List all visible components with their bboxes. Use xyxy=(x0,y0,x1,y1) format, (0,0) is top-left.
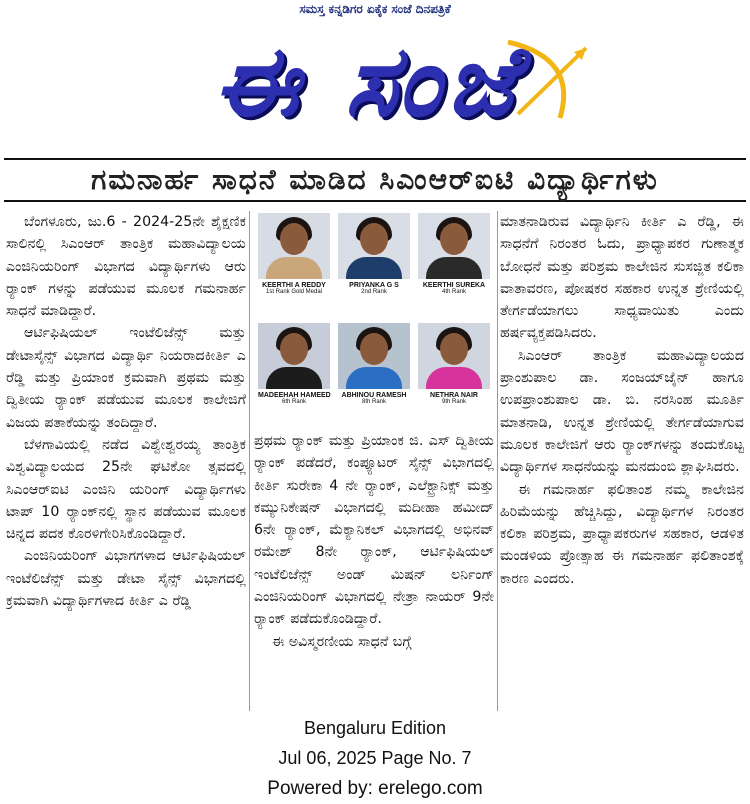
column-divider xyxy=(497,211,498,711)
paragraph: ಬೆಂಗಳೂರು, ಜು.6 - 2024-25ನೇ ಶೈಕ್ಷಣಿಕ ಸಾಲಿನಲ್ಲಿ ಸಿಎಂಆರ್ ತಾಂತ್ರಿಕ ಮಹಾವಿದ್ಯಾಲಯ ಎಂಜಿನಿಯರಿಂಗ್ ವಿಭಾಗದ ವಿದ್ಯಾರ್ಥಿಗಳು ಆರು ರ್‍ಯಾಂಕ್ ಗಳನ್ನು ಪಡೆಯುವ ಮೂಲಕ ಗಮನಾರ್ಹ ಸಾಧನೆ ಮಾಡಿದ್ದಾರೆ. xyxy=(6,214,246,320)
student-rank: 8th Rank xyxy=(361,399,386,405)
student-photo xyxy=(418,323,490,389)
student-rank: 2nd Rank xyxy=(361,289,387,295)
student-name: KEERTHI A REDDY xyxy=(262,282,326,289)
student-name: MADEEHAH HAMEED xyxy=(258,392,331,399)
student-photo-card xyxy=(338,323,410,405)
student-rank: 1st Rank Gold Medal xyxy=(265,289,323,295)
article-column-middle xyxy=(254,430,494,712)
paragraph: ಸಿಎಂಆರ್ ತಾಂತ್ರಿಕ ಮಹಾವಿದ್ಯಾಲಯದ ಪ್ರಾಂಶುಪಾಲ ಡಾ. ಸಂಜಯ್‌ಜೈನ್ ಹಾಗೂ ಉಪಪ್ರಾಂಶುಪಾಲ ಡಾ. ಬಿ. ನರಸಿಂಹ ಮೂರ್ತಿ ಮಾತನಾಡಿ, ಉನ್ನತ ಶ್ರೇಣಿಯಲ್ಲಿ ತೇರ್ಗಡೆಯಾಗುವ ಮೂಲಕ ಕಾಲೇಜಿಗೆ ಆರು ರ್‍ಯಾಂಕ್‌ಗಳನ್ನು ತಂದುಕೊಟ್ಟ ವಿದ್ಯಾರ್ಥಿಗಳ ಸಾಧನೆಯನ್ನು ಮನದುಂಬಿ ಶ್ಲಾಘಿಸಿದರು. xyxy=(500,347,744,476)
student-photo xyxy=(338,213,410,279)
paragraph: ಈ ಗಮನಾರ್ಹ ಫಲಿತಾಂಶ ನಮ್ಮ ಕಾಲೇಜಿನ ಹಿರಿಮೆಯನ್ನು ಹೆಚ್ಚಿಸಿದ್ದು, ವಿದ್ಯಾರ್ಥಿಗಳ ನಿರಂತರ ಕಲಿಕಾ ಪರಿಶ್ರಮ, ಪ್ರಾಧ್ಯಾಪಕರುಗಳ ಸಹಕಾರ, ಆಡಳಿತ ಮಂಡಳಿಯ ಪ್ರೋತ್ಸಾಹ ಈ ಗಮನಾರ್ಹ ಫಲಿತಾಂಶಕ್ಕೆ ಕಾರಣ ಎಂದರು. xyxy=(500,481,744,587)
newspaper-logo xyxy=(108,18,628,146)
student-photo-card xyxy=(418,323,490,405)
paragraph: ಎಂಜಿನಿಯರಿಂಗ್ ವಿಭಾಗಗಳಾದ ಆರ್ಟಿಫಿಷಿಯಲ್ ಇಂಟೆಲಿಜೆನ್ಸ್ ಮತ್ತು ಡೇಟಾ ಸೈನ್ಸ್ ವಿಭಾಗದಲ್ಲಿ ಕ್ರಮವಾಗಿ ವಿದ್ಯಾರ್ಥಿಗಳಾದ ಕೀರ್ತಿ ಎ ರೆಡ್ಡಿ xyxy=(6,548,246,610)
student-rank: 4th Rank xyxy=(441,289,466,295)
student-photo xyxy=(258,213,330,279)
headline-text: ಗಮನಾರ್ಹ ಸಾಧನೆ ಮಾಡಿದ ಸಿಎಂಆರ್‌ಐಟಿ ವಿದ್ಯಾರ್ಥಿಗಳು xyxy=(91,163,659,196)
student-rank: 6th Rank xyxy=(281,399,306,405)
column-divider xyxy=(249,211,250,711)
article-headline xyxy=(4,158,746,202)
student-photo xyxy=(418,213,490,279)
student-photo xyxy=(338,323,410,389)
student-photo-card xyxy=(258,323,330,405)
student-photo-card xyxy=(418,213,490,295)
article-column-left xyxy=(6,211,246,711)
powered-by-label: Powered by: erelego.com xyxy=(267,778,483,799)
paragraph: ಆರ್ಟಿಫಿಷಿಯಲ್ ಇಂಟೆಲಿಜೆನ್ಸ್ ಮತ್ತು ಡೇಟಾಸೈನ್ಸ್ ವಿಭಾಗದ ವಿದ್ಯಾರ್ಥಿ ನಿಯರಾದಕೀರ್ತಿ ಎ ರೆಡ್ಡಿ ಮತ್ತು ಪ್ರಿಯಾಂಕ ಕ್ರಮವಾಗಿ ಪ್ರಥಮ ಮತ್ತು ದ್ವಿತೀಯ ರ್‍ಯಾಂಕ್ ಪಡೆಯುವ ಮೂಲಕ ಕಾಲೇಜಿಗೆ ವಿಜಯ ಪತಾಕೆಯನ್ನು ತಂದಿದ್ದಾರೆ. xyxy=(6,325,246,431)
masthead-tagline: ಸಮಸ್ತ ಕನ್ನಡಿಗರ ಏಕೈಕ ಸಂಜೆ ದಿನಪತ್ರಿಕೆ xyxy=(299,2,451,16)
logo-text: ಈ ಸಂಜೆ xyxy=(213,25,523,139)
paragraph: ಪ್ರಥಮ ರ್‍ಯಾಂಕ್ ಮತ್ತು ಪ್ರಿಯಾಂಕ ಜಿ. ಎಸ್ ದ್ವಿತೀಯ ರ್‍ಯಾಂಕ್ ಪಡೆದರೆ, ಕಂಪ್ಯೂಟರ್ ಸೈನ್ಸ್ ವಿಭಾಗದಲ್ಲಿ ಕೀರ್ತಿ ಸುರೇಕಾ 4 ನೇ ರ್‍ಯಾಂಕ್, ಎಲೆಕ್ಟ್ರಾನಿಕ್ಸ್ ಮತ್ತು ಕಮ್ಯುನಿಕೇಷನ್ ವಿಭಾಗದಲ್ಲಿ ಮದೀಹಾ ಹಮೀದ್ 6ನೇ ರ್‍ಯಾಂಕ್, ಮೆಕ್ಯಾನಿಕಲ್ ವಿಭಾಗದಲ್ಲಿ ಅಭಿನವ್ ರಮೇಶ್ 8ನೇ ರ್‍ಯಾಂಕ್, ಆರ್ಟಿಫಿಷಿಯಲ್ ಇಂಟೆಲಿಜೆನ್ಸ್ ಅಂಡ್ ಮಿಷನ್ ಲರ್ನಿಂಗ್ ಎಂಜಿನಿಯರಿಂಗ್ ವಿಭಾಗದಲ್ಲಿ ನೇತ್ರಾ ನಾಯರ್ 9ನೇ ರ್‍ಯಾಂಕ್ ಪಡೆದುಕೊಂಡಿದ್ದಾರೆ. xyxy=(254,433,494,628)
student-name: NETHRA NAIR xyxy=(430,392,478,399)
student-rank: 9th Rank xyxy=(441,399,466,405)
student-name: PRIYANKA G S xyxy=(349,282,399,289)
paragraph: ಮಾತನಾಡಿರುವ ವಿದ್ಯಾರ್ಥಿನಿ ಕೀರ್ತಿ ಎ ರೆಡ್ಡಿ, ಈ ಸಾಧನೆಗೆ ನಿರಂತರ ಓದು, ಪ್ರಾಧ್ಯಾಪಕರ ಗುಣಾತ್ಮಕ ಬೋಧನೆ ಮತ್ತು ಪರಿಶ್ರಮ ಕಾಲೇಜಿನ ಸುಸಜ್ಜಿತ ಕಲಿಕಾ ವಾತಾವರಣ, ಪೋಷಕರ ಸಹಕಾರ ಉನ್ನತ ಶ್ರೇಣಿಯಲ್ಲಿ ತೇರ್ಗಡೆಯಾಗಲು ಸಾಧ್ಯವಾಯಿತು ಎಂದು ಹರ್ಷವ್ಯಕ್ತಪಡಿಸಿದರು. xyxy=(500,214,744,342)
student-photo-card xyxy=(338,213,410,295)
student-name: KEERTHI SUREKA xyxy=(422,282,486,289)
student-photo-card xyxy=(258,213,330,295)
student-photo xyxy=(258,323,330,389)
student-photos xyxy=(254,211,494,427)
student-name: ABHINOU RAMESH xyxy=(341,392,407,399)
date-page-label: Jul 06, 2025 Page No. 7 xyxy=(278,748,472,768)
bow-arrow-icon xyxy=(108,18,628,146)
article-column-right xyxy=(500,211,744,691)
masthead xyxy=(0,0,750,150)
paragraph: ಈ ಅವಿಸ್ಮರಣೀಯ ಸಾಧನೆ ಬಗ್ಗೆ xyxy=(272,633,412,650)
paragraph: ಬೆಳಗಾವಿಯಲ್ಲಿ ನಡೆದ ವಿಶ್ವೇಶ್ವರಯ್ಯ ತಾಂತ್ರಿಕ ವಿಶ್ವವಿದ್ಯಾಲಯದ 25ನೇ ಘಟಿಕೋ ತ್ಸವದಲ್ಲಿ ಸಿಎಂಆರ್‌ಐಟಿ ಎಂಜಿನಿ ಯರಿಂಗ್ ವಿದ್ಯಾರ್ಥಿಗಳು ಟಾಪ್ 10 ರ್‍ಯಾಂಕ್‌ನಲ್ಲಿ ಸ್ಥಾನ ಪಡೆಯುವ ಮೂಲಕ ಚಿನ್ನದ ಪದಕ ಕೊರಳಿಗೇರಿಸಿಕೊಂಡಿದ್ದಾರೆ. xyxy=(6,436,246,543)
edition-label: Bengaluru Edition xyxy=(303,718,447,738)
